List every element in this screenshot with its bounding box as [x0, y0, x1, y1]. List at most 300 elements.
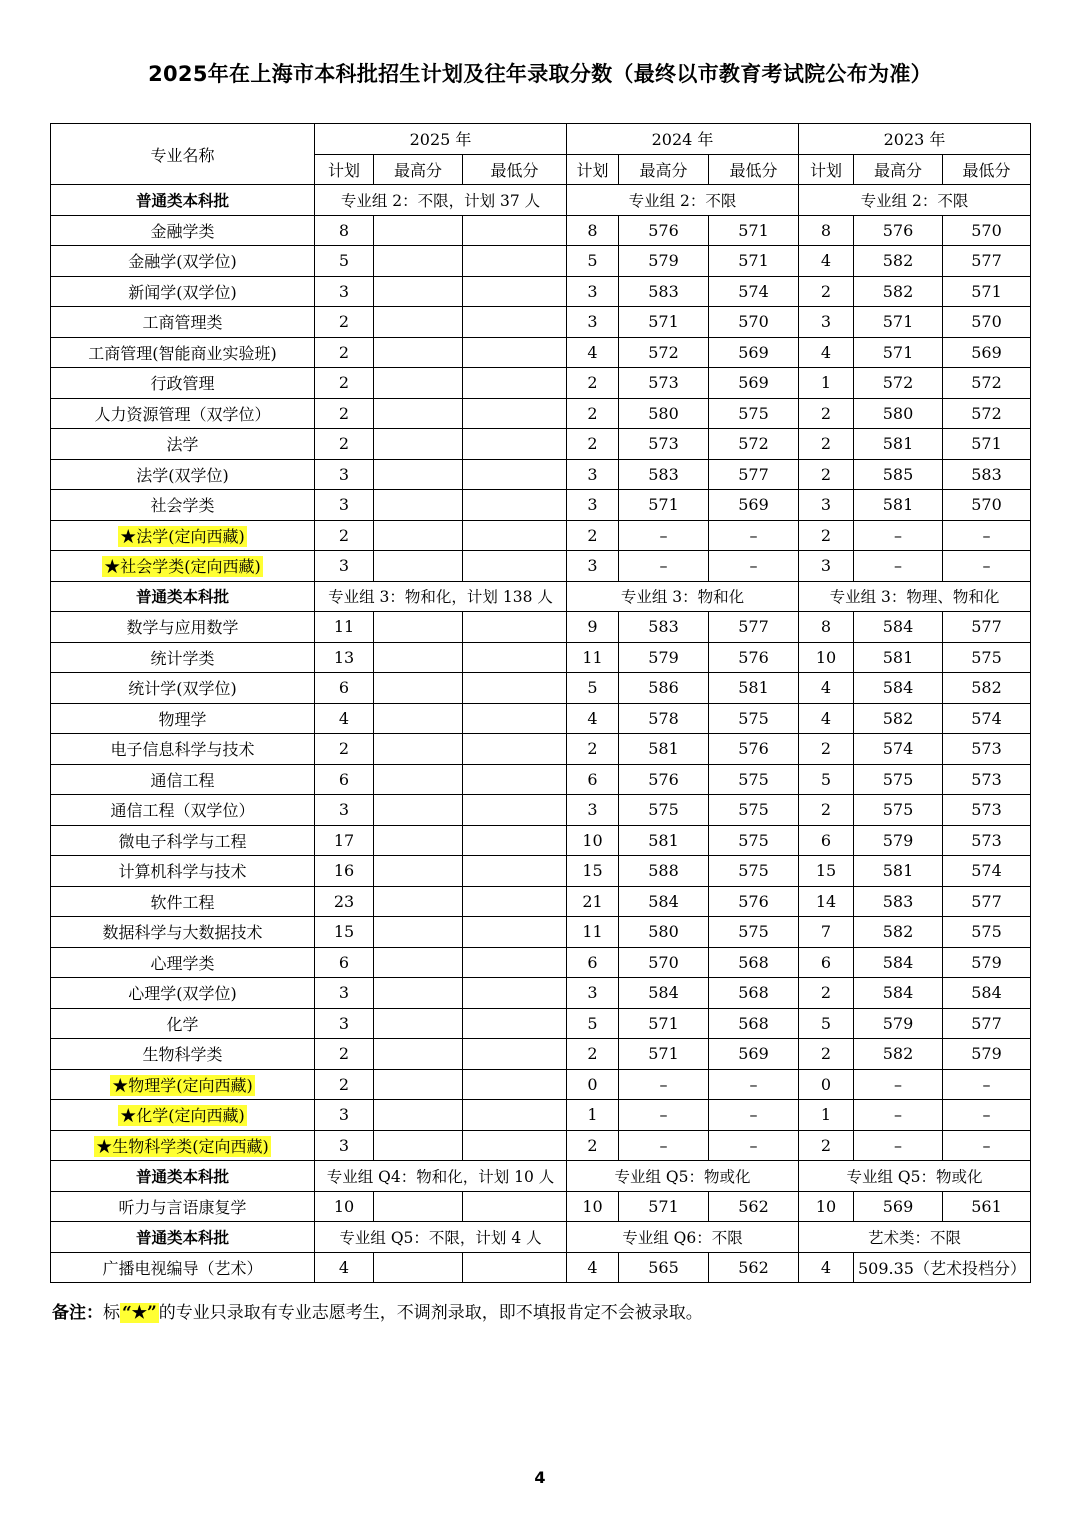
table-row	[51, 1100, 1031, 1131]
table-row	[51, 1130, 1031, 1161]
value-cell: 583	[619, 276, 709, 307]
major-name: 工商管理类	[142, 313, 223, 333]
value-cell	[374, 947, 463, 978]
value-cell: 2	[315, 734, 374, 765]
value-cell: 2	[315, 368, 374, 399]
group-header-row	[51, 1161, 1031, 1192]
value-cell: 3	[567, 978, 619, 1009]
value-cell: 571	[619, 1039, 709, 1070]
table-row	[51, 856, 1031, 887]
value-cell: 4	[799, 337, 854, 368]
table-row	[51, 246, 1031, 277]
major-name: 工商管理(智能商业实验班)	[88, 343, 277, 363]
table-row	[51, 1039, 1031, 1070]
group-label: 专业组 Q5：物或化	[567, 1161, 799, 1192]
page-title: 2025年在上海市本科批招生计划及往年录取分数（最终以市教育考试院公布为准）	[148, 62, 932, 86]
major-name: 生物科学类	[142, 1045, 223, 1065]
value-cell	[374, 1191, 463, 1222]
value-cell: 2	[315, 398, 374, 429]
value-cell: 571	[943, 429, 1031, 460]
value-cell: 574	[709, 276, 799, 307]
major-name-cell	[51, 947, 315, 978]
major-name-cell	[51, 673, 315, 704]
value-cell: 579	[619, 246, 709, 277]
value-cell: 3	[567, 459, 619, 490]
header-major-name: 专业名称	[51, 124, 315, 185]
table-row	[51, 307, 1031, 338]
value-cell: 575	[709, 795, 799, 826]
table-row	[51, 673, 1031, 704]
table-row	[51, 490, 1031, 521]
major-name-cell	[51, 612, 315, 643]
table-row	[51, 215, 1031, 246]
value-cell	[374, 398, 463, 429]
value-cell: 581	[709, 673, 799, 704]
table-row	[51, 734, 1031, 765]
value-cell	[463, 886, 567, 917]
value-cell	[463, 1130, 567, 1161]
value-cell	[463, 978, 567, 1009]
value-cell	[463, 520, 567, 551]
value-cell: 571	[619, 1191, 709, 1222]
value-cell: 576	[854, 215, 943, 246]
value-cell: 6	[315, 673, 374, 704]
major-name: 统计学(双学位)	[128, 679, 237, 699]
value-cell: 4	[567, 337, 619, 368]
table-row	[51, 459, 1031, 490]
value-cell: 579	[943, 1039, 1031, 1070]
value-cell: 571	[709, 246, 799, 277]
value-cell: 569	[709, 1039, 799, 1070]
value-cell: 2	[799, 978, 854, 1009]
value-cell: –	[943, 1100, 1031, 1131]
value-cell	[374, 1130, 463, 1161]
group-label: 专业组 3：物和化	[567, 581, 799, 612]
value-cell: 572	[943, 368, 1031, 399]
major-name: ★法学(定向西藏)	[120, 526, 245, 546]
header-min-2025: 最低分	[463, 154, 567, 185]
value-cell	[374, 673, 463, 704]
value-cell	[463, 551, 567, 582]
value-cell: 580	[619, 917, 709, 948]
value-cell: 572	[709, 429, 799, 460]
value-cell: 8	[799, 215, 854, 246]
major-name: 听力与言语康复学	[118, 1197, 247, 1217]
value-cell: 575	[709, 764, 799, 795]
table-header	[51, 124, 1031, 185]
value-cell: 10	[315, 1191, 374, 1222]
value-cell: 3	[315, 978, 374, 1009]
value-cell: 2	[567, 429, 619, 460]
group-label: 专业组 Q5：不限，计划 4 人	[315, 1222, 567, 1253]
value-cell: 573	[619, 368, 709, 399]
major-name-cell	[51, 978, 315, 1009]
value-cell: 577	[709, 612, 799, 643]
value-cell: 584	[854, 947, 943, 978]
value-cell: 576	[709, 886, 799, 917]
value-cell: 3	[315, 459, 374, 490]
value-cell: 584	[619, 978, 709, 1009]
value-cell	[374, 978, 463, 1009]
group-header-row	[51, 185, 1031, 216]
value-cell: 3	[315, 276, 374, 307]
value-cell: 572	[619, 337, 709, 368]
value-cell: –	[619, 520, 709, 551]
major-name: 物理学	[158, 709, 207, 729]
value-cell: 7	[799, 917, 854, 948]
major-name-cell	[51, 215, 315, 246]
value-cell: 571	[854, 337, 943, 368]
value-cell: 581	[854, 429, 943, 460]
major-name: 微电子科学与工程	[118, 831, 247, 851]
value-cell: 3	[799, 490, 854, 521]
table-row	[51, 337, 1031, 368]
value-cell: 2	[799, 795, 854, 826]
value-cell: 582	[854, 276, 943, 307]
value-cell: 569	[709, 337, 799, 368]
value-cell	[374, 1008, 463, 1039]
value-cell: 11	[315, 612, 374, 643]
value-cell: –	[854, 1130, 943, 1161]
value-cell: –	[854, 1100, 943, 1131]
value-cell	[374, 215, 463, 246]
value-cell: 573	[943, 825, 1031, 856]
value-cell: 5	[567, 673, 619, 704]
value-cell	[374, 307, 463, 338]
value-cell: 10	[567, 1191, 619, 1222]
table-row	[51, 1069, 1031, 1100]
value-cell	[463, 947, 567, 978]
table-row	[51, 917, 1031, 948]
admission-table	[50, 123, 1031, 1283]
value-cell: 580	[619, 398, 709, 429]
header-plan-2023: 计划	[799, 154, 854, 185]
group-label: 艺术类：不限	[799, 1222, 1031, 1253]
value-cell: 2	[567, 398, 619, 429]
header-max-2025: 最高分	[374, 154, 463, 185]
table-row	[51, 1191, 1031, 1222]
value-cell: 3	[567, 795, 619, 826]
group-label: 专业组 3：物理、物和化	[799, 581, 1031, 612]
major-name-cell	[51, 1069, 315, 1100]
table-row	[51, 947, 1031, 978]
value-cell: 13	[315, 642, 374, 673]
batch-label: 普通类本科批	[51, 1222, 315, 1253]
value-cell: 8	[315, 215, 374, 246]
value-cell: 6	[799, 825, 854, 856]
value-cell: 575	[943, 642, 1031, 673]
table-row	[51, 886, 1031, 917]
value-cell: 3	[567, 490, 619, 521]
value-cell: 584	[619, 886, 709, 917]
value-cell	[463, 1039, 567, 1070]
value-cell: 11	[567, 642, 619, 673]
value-cell: 576	[709, 734, 799, 765]
value-cell: 0	[567, 1069, 619, 1100]
value-cell	[463, 459, 567, 490]
value-cell: 3	[567, 276, 619, 307]
value-cell: 584	[854, 612, 943, 643]
value-cell: 2	[315, 307, 374, 338]
value-cell	[463, 276, 567, 307]
major-name-cell	[51, 368, 315, 399]
value-cell: 577	[943, 612, 1031, 643]
header-plan-2025: 计划	[315, 154, 374, 185]
value-cell: 2	[567, 520, 619, 551]
value-cell: 2	[799, 1130, 854, 1161]
header-max-2023: 最高分	[854, 154, 943, 185]
value-cell: 3	[315, 1100, 374, 1131]
value-cell: 579	[854, 1008, 943, 1039]
major-name: 金融学(双学位)	[128, 252, 237, 272]
table-row	[51, 1008, 1031, 1039]
value-cell	[374, 459, 463, 490]
value-cell: 571	[709, 215, 799, 246]
value-cell: 584	[943, 978, 1031, 1009]
header-min-2023: 最低分	[943, 154, 1031, 185]
major-name: 计算机科学与技术	[118, 862, 247, 882]
major-name-cell	[51, 917, 315, 948]
value-cell	[374, 551, 463, 582]
value-cell: 1	[567, 1100, 619, 1131]
group-label: 专业组 Q4：物和化，计划 10 人	[315, 1161, 567, 1192]
value-cell: 1	[799, 1100, 854, 1131]
value-cell	[463, 1100, 567, 1131]
value-cell: –	[943, 1130, 1031, 1161]
value-cell: –	[854, 1069, 943, 1100]
major-name: ★生物科学类(定向西藏)	[96, 1136, 269, 1156]
major-name: ★社会学类(定向西藏)	[104, 557, 261, 577]
value-cell: 579	[854, 825, 943, 856]
value-cell: 565	[619, 1252, 709, 1283]
value-cell: 581	[854, 490, 943, 521]
value-cell: 581	[619, 825, 709, 856]
value-cell: 573	[943, 795, 1031, 826]
major-name-cell	[51, 398, 315, 429]
value-cell: 577	[709, 459, 799, 490]
value-cell: –	[709, 551, 799, 582]
value-cell	[463, 215, 567, 246]
value-cell: 582	[854, 917, 943, 948]
art-score-cell: 509.35（艺术投档分）	[854, 1252, 1031, 1283]
value-cell	[374, 1252, 463, 1283]
value-cell	[374, 795, 463, 826]
value-cell	[463, 734, 567, 765]
value-cell: 571	[943, 276, 1031, 307]
value-cell: 6	[799, 947, 854, 978]
value-cell: 14	[799, 886, 854, 917]
major-name-cell	[51, 429, 315, 460]
table-row	[51, 520, 1031, 551]
value-cell	[463, 1252, 567, 1283]
value-cell: 586	[619, 673, 709, 704]
header-min-2024: 最低分	[709, 154, 799, 185]
major-name: 通信工程（双学位）	[110, 801, 255, 821]
group-label: 专业组 2：不限，计划 37 人	[315, 185, 567, 216]
value-cell: 15	[315, 917, 374, 948]
value-cell: 2	[799, 429, 854, 460]
value-cell: 16	[315, 856, 374, 887]
value-cell	[374, 886, 463, 917]
value-cell: –	[619, 1130, 709, 1161]
value-cell	[374, 490, 463, 521]
value-cell: 572	[943, 398, 1031, 429]
group-label: 专业组 2：不限	[799, 185, 1031, 216]
value-cell: 582	[943, 673, 1031, 704]
value-cell: 2	[799, 1039, 854, 1070]
value-cell: –	[709, 1069, 799, 1100]
value-cell: 15	[567, 856, 619, 887]
value-cell: –	[619, 1100, 709, 1131]
value-cell: 3	[315, 551, 374, 582]
value-cell: 11	[567, 917, 619, 948]
value-cell: 10	[567, 825, 619, 856]
major-name-cell	[51, 1130, 315, 1161]
value-cell	[374, 856, 463, 887]
major-name: 广播电视编导（艺术）	[102, 1258, 263, 1278]
major-name-cell	[51, 795, 315, 826]
value-cell: –	[619, 1069, 709, 1100]
value-cell: –	[943, 1069, 1031, 1100]
value-cell: 2	[315, 337, 374, 368]
value-cell: 575	[709, 825, 799, 856]
value-cell	[374, 734, 463, 765]
value-cell: 15	[799, 856, 854, 887]
value-cell: 575	[709, 703, 799, 734]
value-cell: 4	[799, 703, 854, 734]
value-cell: 562	[709, 1191, 799, 1222]
major-name-cell	[51, 856, 315, 887]
table-row	[51, 795, 1031, 826]
value-cell: 575	[709, 856, 799, 887]
value-cell: 585	[854, 459, 943, 490]
page-number: 4	[534, 1468, 546, 1487]
value-cell: 574	[943, 856, 1031, 887]
star-marker: “★”	[122, 1303, 157, 1323]
value-cell: 2	[567, 734, 619, 765]
value-cell: 570	[943, 307, 1031, 338]
value-cell	[463, 612, 567, 643]
value-cell: 3	[315, 490, 374, 521]
value-cell: –	[943, 551, 1031, 582]
value-cell: 2	[315, 429, 374, 460]
major-name: 金融学类	[150, 221, 215, 241]
value-cell	[463, 673, 567, 704]
major-name: 法学(双学位)	[136, 465, 229, 485]
value-cell: 582	[854, 1039, 943, 1070]
value-cell: 3	[567, 307, 619, 338]
value-cell: 23	[315, 886, 374, 917]
value-cell: –	[619, 551, 709, 582]
value-cell	[374, 764, 463, 795]
major-name-cell	[51, 1008, 315, 1039]
value-cell: 9	[567, 612, 619, 643]
value-cell: 2	[567, 368, 619, 399]
major-name: 新闻学(双学位)	[128, 282, 237, 302]
value-cell	[374, 246, 463, 277]
value-cell: 577	[943, 1008, 1031, 1039]
value-cell	[463, 856, 567, 887]
table-row	[51, 642, 1031, 673]
major-name: 行政管理	[150, 374, 215, 394]
value-cell: 5	[799, 764, 854, 795]
value-cell: 8	[799, 612, 854, 643]
value-cell: 583	[619, 612, 709, 643]
header-year-2024: 2024 年	[567, 124, 799, 155]
value-cell	[463, 917, 567, 948]
major-name-cell	[51, 276, 315, 307]
value-cell	[374, 520, 463, 551]
value-cell: 577	[943, 246, 1031, 277]
value-cell: 578	[619, 703, 709, 734]
major-name-cell	[51, 886, 315, 917]
value-cell: 577	[943, 886, 1031, 917]
major-name: 人力资源管理（双学位）	[94, 404, 271, 424]
group-label: 专业组 Q5：物或化	[799, 1161, 1031, 1192]
value-cell: 3	[799, 551, 854, 582]
value-cell	[374, 337, 463, 368]
value-cell: 3	[315, 795, 374, 826]
value-cell	[374, 917, 463, 948]
major-name: 统计学类	[150, 648, 215, 668]
major-name: 法学	[166, 435, 199, 455]
value-cell: 576	[619, 764, 709, 795]
major-name-cell	[51, 1100, 315, 1131]
major-name: 心理学类	[150, 953, 215, 973]
value-cell: 582	[854, 246, 943, 277]
value-cell: 5	[315, 246, 374, 277]
value-cell	[374, 368, 463, 399]
major-name-cell	[51, 337, 315, 368]
value-cell: 17	[315, 825, 374, 856]
major-name: 化学	[166, 1014, 199, 1034]
value-cell: 575	[943, 917, 1031, 948]
header-year-2025: 2025 年	[315, 124, 567, 155]
footnote-label: 备注：	[52, 1303, 103, 1323]
value-cell: 571	[619, 1008, 709, 1039]
major-name-cell	[51, 307, 315, 338]
major-name: 社会学类	[150, 496, 215, 516]
value-cell: 584	[854, 673, 943, 704]
value-cell: 569	[854, 1191, 943, 1222]
value-cell: 0	[799, 1069, 854, 1100]
value-cell: 4	[315, 703, 374, 734]
footnote	[52, 1298, 703, 1323]
value-cell: 576	[619, 215, 709, 246]
value-cell: 573	[943, 734, 1031, 765]
major-name: ★物理学(定向西藏)	[112, 1075, 253, 1095]
value-cell: 2	[567, 1039, 619, 1070]
major-name-cell	[51, 642, 315, 673]
major-name-cell	[51, 551, 315, 582]
value-cell: 588	[619, 856, 709, 887]
value-cell: 10	[799, 642, 854, 673]
major-name: 软件工程	[150, 892, 215, 912]
value-cell: 574	[943, 703, 1031, 734]
header-year-2023: 2023 年	[799, 124, 1031, 155]
table-row	[51, 703, 1031, 734]
value-cell: 579	[943, 947, 1031, 978]
major-name: 通信工程	[150, 770, 215, 790]
group-header-row	[51, 1222, 1031, 1253]
value-cell: 583	[854, 886, 943, 917]
value-cell	[374, 1039, 463, 1070]
major-name-cell	[51, 246, 315, 277]
value-cell: 4	[799, 1252, 854, 1283]
value-cell: 8	[567, 215, 619, 246]
value-cell: 583	[943, 459, 1031, 490]
value-cell: 6	[315, 947, 374, 978]
